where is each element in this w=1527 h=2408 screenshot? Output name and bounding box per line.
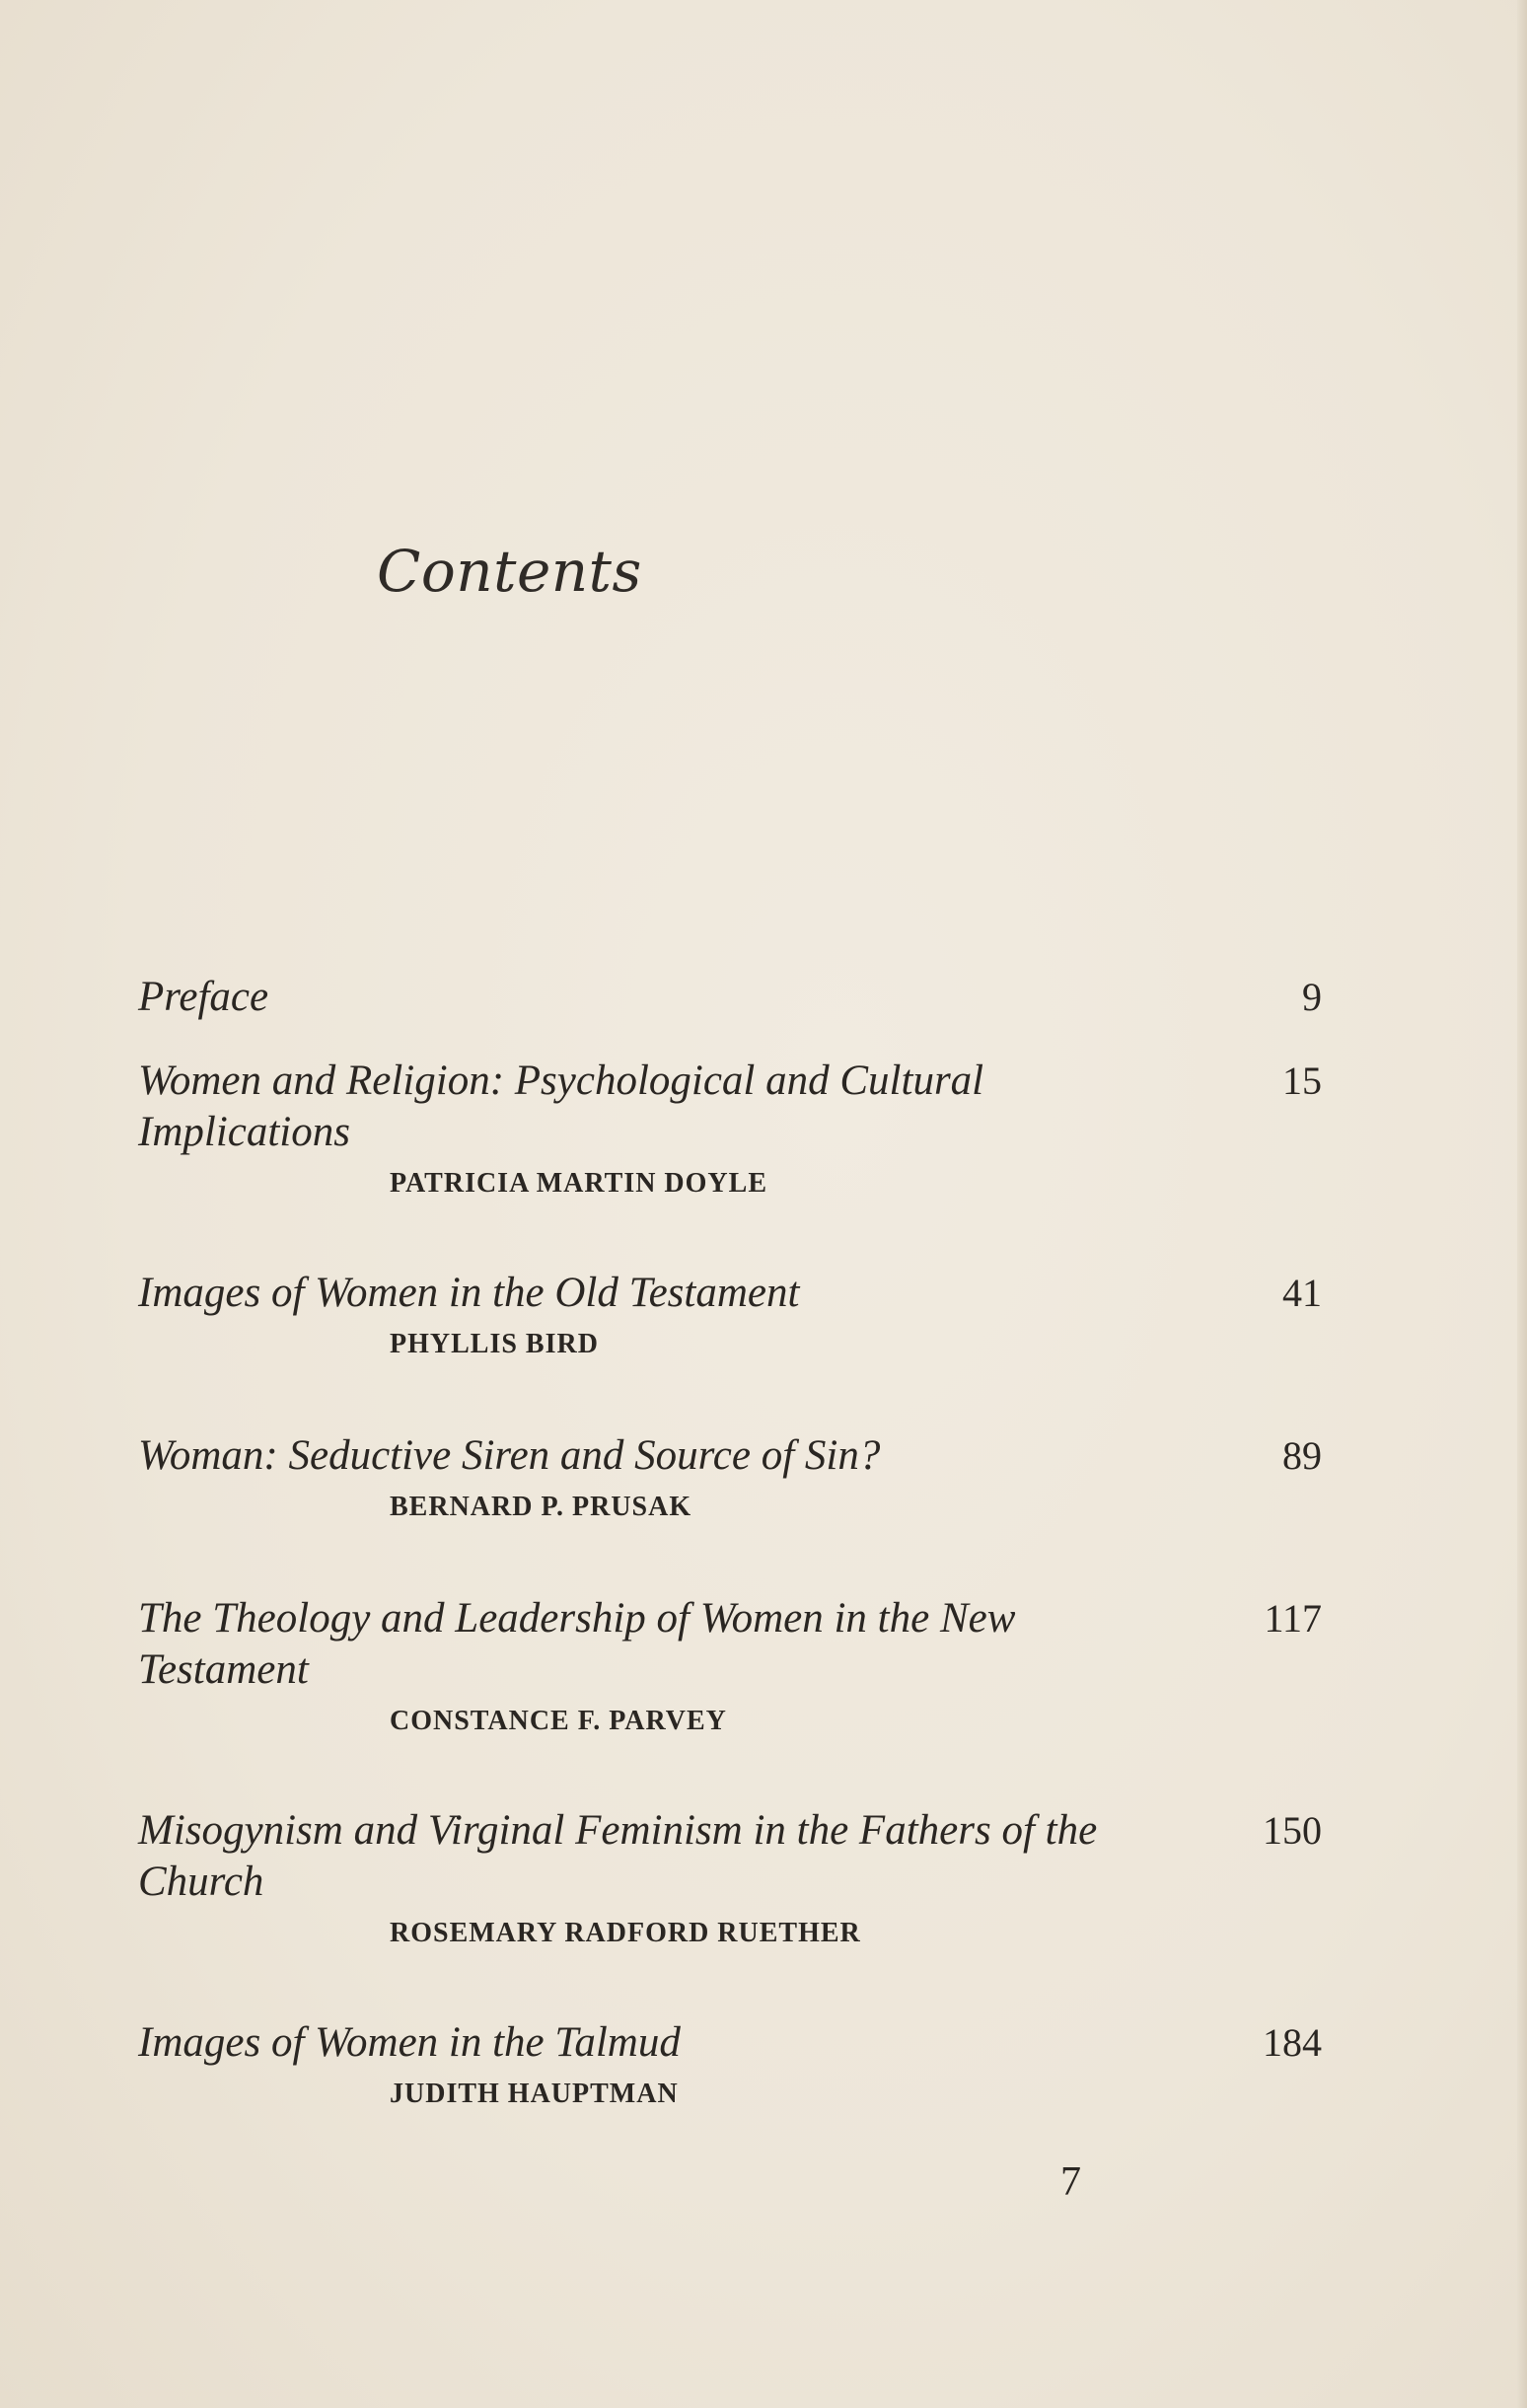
toc-entry-title: The Theology and Leadership of Women in the New Testament [138,1595,1016,1693]
toc-entry-title: Images of Women in the Old Testament [138,1270,800,1316]
toc-entry [138,1268,1322,1360]
toc-entry-author: PHYLLIS BIRD [390,1329,599,1359]
toc-entry [138,2017,1322,2110]
toc-entry-author: JUDITH HAUPTMAN [390,2079,679,2109]
toc-entry-page: 89 [1282,1433,1322,1478]
toc-entry-page: 41 [1282,1271,1322,1315]
toc-entry-page: 117 [1264,1596,1322,1641]
toc-entry-title: Misogynism and Virginal Feminism in the Fathers of the Church [138,1807,1098,1905]
toc-entry-author: PATRICIA MARTIN DOYLE [390,1168,768,1199]
page-number: 7 [1060,2159,1081,2205]
toc-entry [138,1593,1322,1737]
toc-entry-page: 15 [1282,1058,1322,1103]
toc-entry-author: ROSEMARY RADFORD RUETHER [390,1918,861,1948]
toc-entry-page: 9 [1302,975,1322,1019]
toc-entry [138,1056,1322,1200]
toc-entry-title: Women and Religion: Psychological and Cultural Implications [138,1058,984,1155]
toc-entry-page: 184 [1263,2020,1322,2065]
toc-entry-title: Woman: Seductive Siren and Source of Sin? [138,1432,881,1479]
contents-heading: Contents [377,538,642,605]
toc-entry-page: 150 [1263,1808,1322,1853]
toc-entry-author: BERNARD P. PRUSAK [390,1492,692,1522]
toc-entry [138,1805,1322,1949]
page-edge [1517,0,1527,2408]
toc-entry-author: CONSTANCE F. PARVEY [390,1706,727,1736]
toc-entry [138,972,1322,1023]
toc-entry-title: Preface [138,974,269,1020]
toc-entry-title: Images of Women in the Talmud [138,2019,681,2066]
toc-entry [138,1430,1322,1523]
